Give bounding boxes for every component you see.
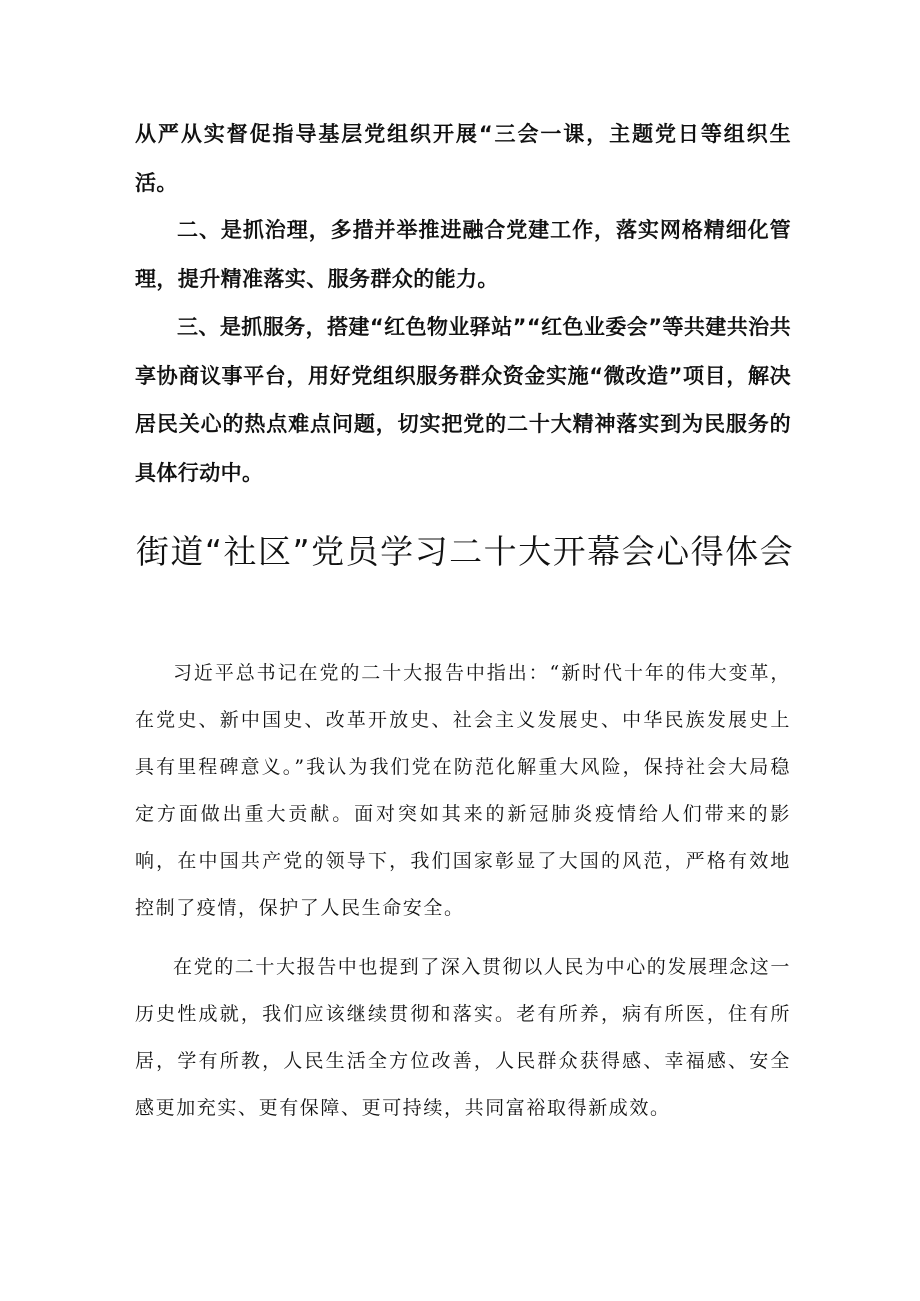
article-title: 街道“社区”党员学习二十大开幕会心得体会: [135, 532, 795, 571]
article-paragraph-1: 习近平总书记在党的二十大报告中指出：“新时代十年的伟大变革，在党史、新中国史、改革开放史、社会主义发展史、中华民族发展史上具有里程碑意义。”我认为我们党在防范化解重大风险，保持社会大局稳定方面做出重大贡献。面对突如其来的新冠肺炎疫情给人们带来的影响，在中国共产党的领导下，我们国家彰显了大国的风范，严格有效地控制了疫情，保护了人民生命安全。: [135, 662, 791, 919]
article-paragraph-2: 在党的二十大报告中也提到了深入贯彻以人民为中心的发展理念这一历史性成就，我们应该继续贯彻和落实。老有所养，病有所医，住有所居，学有所教，人民生活全方位改善，人民群众获得感、幸福感、安全感更加充实、更有保障、更可持续，共同富裕取得新成效。: [135, 956, 792, 1119]
point-three-paragraph: 三、是抓服务，搭建“红色物业驿站”“红色业委会”等共建共治共享协商议事平台，用好党组织服务群众资金实施“微改造”项目，解决居民关心的热点难点问题，切实把党的二十大精神落实到为民服务的具体行动中。: [135, 315, 791, 485]
continuation-paragraph: 从严从实督促指导基层党组织开展“三会一课，主题党日等组织生活。: [135, 122, 791, 195]
point-two-paragraph: 二、是抓治理，多措并举推进融合党建工作，落实网格精细化管理，提升精准落实、服务群众的能力。: [135, 218, 791, 291]
